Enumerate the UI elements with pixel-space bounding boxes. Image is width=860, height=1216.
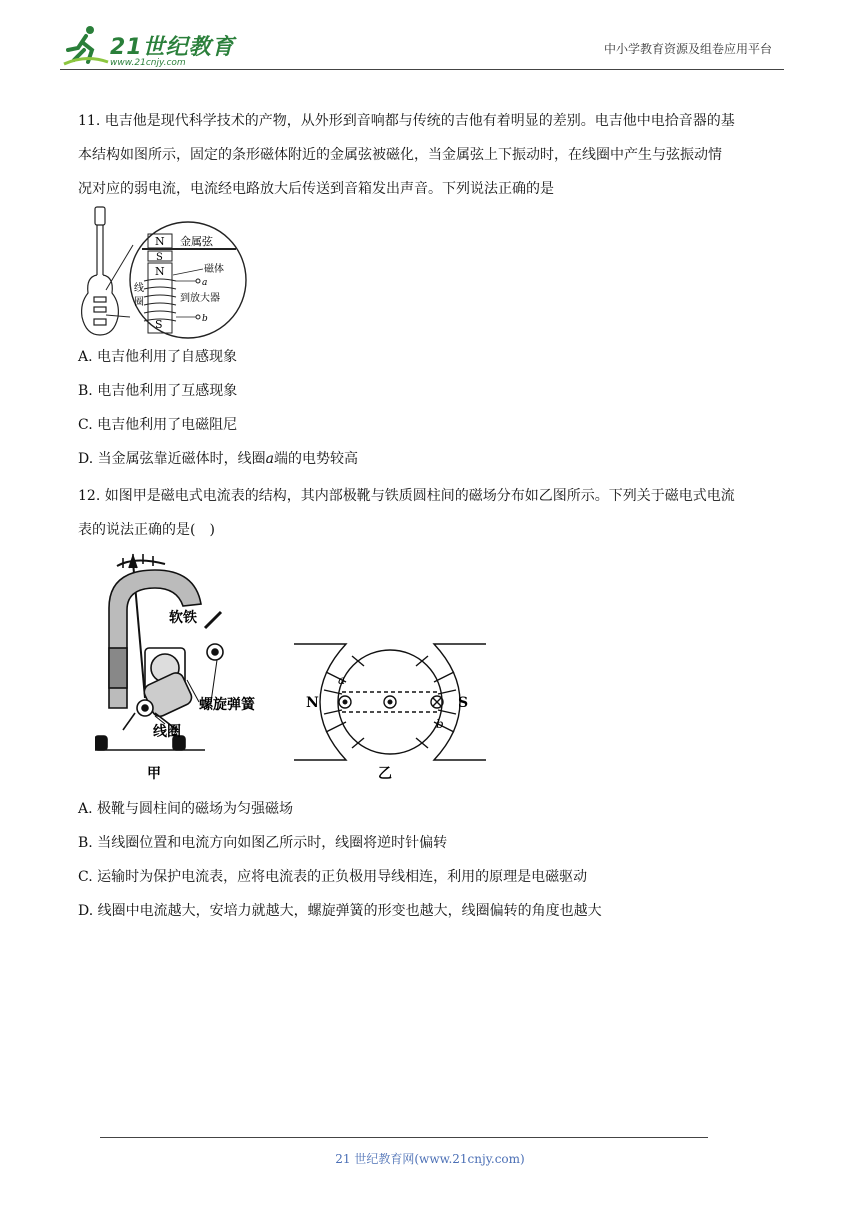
q12-caption-yi: 乙	[378, 766, 392, 782]
q12-label-spring: 螺旋弹簧	[199, 697, 255, 713]
q12-label-a: a	[338, 673, 346, 687]
q12-label-iron: 软铁	[169, 610, 197, 626]
q11-label-string: 金属弦	[180, 235, 213, 248]
q11-label-amp: 到放大器	[180, 293, 220, 304]
q11-label-b: b	[202, 314, 208, 324]
q12-label-s: S	[458, 695, 469, 711]
q11-option-d-var: a	[265, 451, 274, 467]
q11-pickup-figure	[78, 205, 248, 340]
logo-text: 21世纪教育	[110, 35, 235, 60]
q11-line-2: 本结构如图所示，固定的条形磁体附近的金属弦被磁化，当金属弦上下振动时，在线圈中产生与弦振动情	[78, 147, 722, 163]
q11-option-b[interactable]: B. 电吉他利用了互感现象	[78, 383, 238, 399]
q11-stem	[78, 104, 784, 206]
q11-line-1: 11. 电吉他是现代科学技术的产物，从外形到音响都与传统的吉他有着明显的差别。电吉他中电拾音器的基	[78, 113, 735, 129]
q12-line-2: 表的说法正确的是( )	[78, 522, 215, 538]
q11-option-a[interactable]: A. 电吉他利用了自感现象	[78, 349, 238, 365]
scale-arc-icon	[117, 560, 165, 566]
q12-figure-yi	[290, 632, 490, 784]
q12-figure-jia	[95, 548, 295, 783]
q11-label-n-mid: N	[155, 265, 165, 278]
runner-logo-icon	[62, 24, 110, 68]
header-platform-name: 中小学教育资源及组卷应用平台	[603, 42, 772, 56]
header-divider	[60, 69, 784, 70]
logo-url: www.21cnjy.com	[110, 58, 186, 68]
q11-label-magnet: 磁体	[204, 264, 224, 275]
coil-icon	[144, 279, 176, 321]
q11-label-n-top: N	[155, 235, 165, 248]
q12-label-coil: 线圈	[153, 724, 181, 740]
q11-option-d-post: 端的电势较高	[274, 451, 358, 467]
q12-label-n: N	[306, 695, 319, 711]
q12-option-b[interactable]: B. 当线圈位置和电流方向如图乙所示时，线圈将逆时针偏转	[78, 835, 448, 851]
q11-label-s-top: S	[156, 252, 163, 263]
q11-label-a: a	[202, 278, 208, 288]
q12-option-d[interactable]: D. 线圈中电流越大，安培力就越大，螺旋弹簧的形变也越大，线圈偏转的角度也越大	[78, 903, 602, 919]
q11-option-d[interactable]	[78, 449, 358, 469]
q11-label-s-bottom: S	[155, 318, 163, 331]
q11-label-coil-1: 线	[134, 283, 144, 294]
q11-option-d-pre: D. 当金属弦靠近磁体时，线圈	[78, 451, 266, 467]
q11-line-3: 况对应的弱电流，电流经电路放大后传送到音箱发出声音。下列说法正确的是	[78, 181, 554, 197]
footer-link[interactable]: 21 世纪教育网(www.21cnjy.com)	[335, 1152, 525, 1166]
footer-divider	[100, 1137, 708, 1138]
q12-label-b: b	[436, 717, 444, 731]
q11-label-coil-2: 圈	[134, 297, 144, 308]
q12-option-c[interactable]: C. 运输时为保护电流表，应将电流表的正负极用导线相连，利用的原理是电磁驱动	[78, 869, 588, 885]
q12-stem	[78, 479, 784, 547]
q12-caption-jia: 甲	[147, 766, 161, 782]
q12-option-a[interactable]: A. 极靴与圆柱间的磁场为匀强磁场	[78, 801, 294, 817]
q11-option-c[interactable]: C. 电吉他利用了电磁阻尼	[78, 417, 238, 433]
q12-line-1: 12. 如图甲是磁电式电流表的结构，其内部极靴与铁质圆柱间的磁场分布如乙图所示。下列关于磁电式电流	[78, 488, 735, 504]
